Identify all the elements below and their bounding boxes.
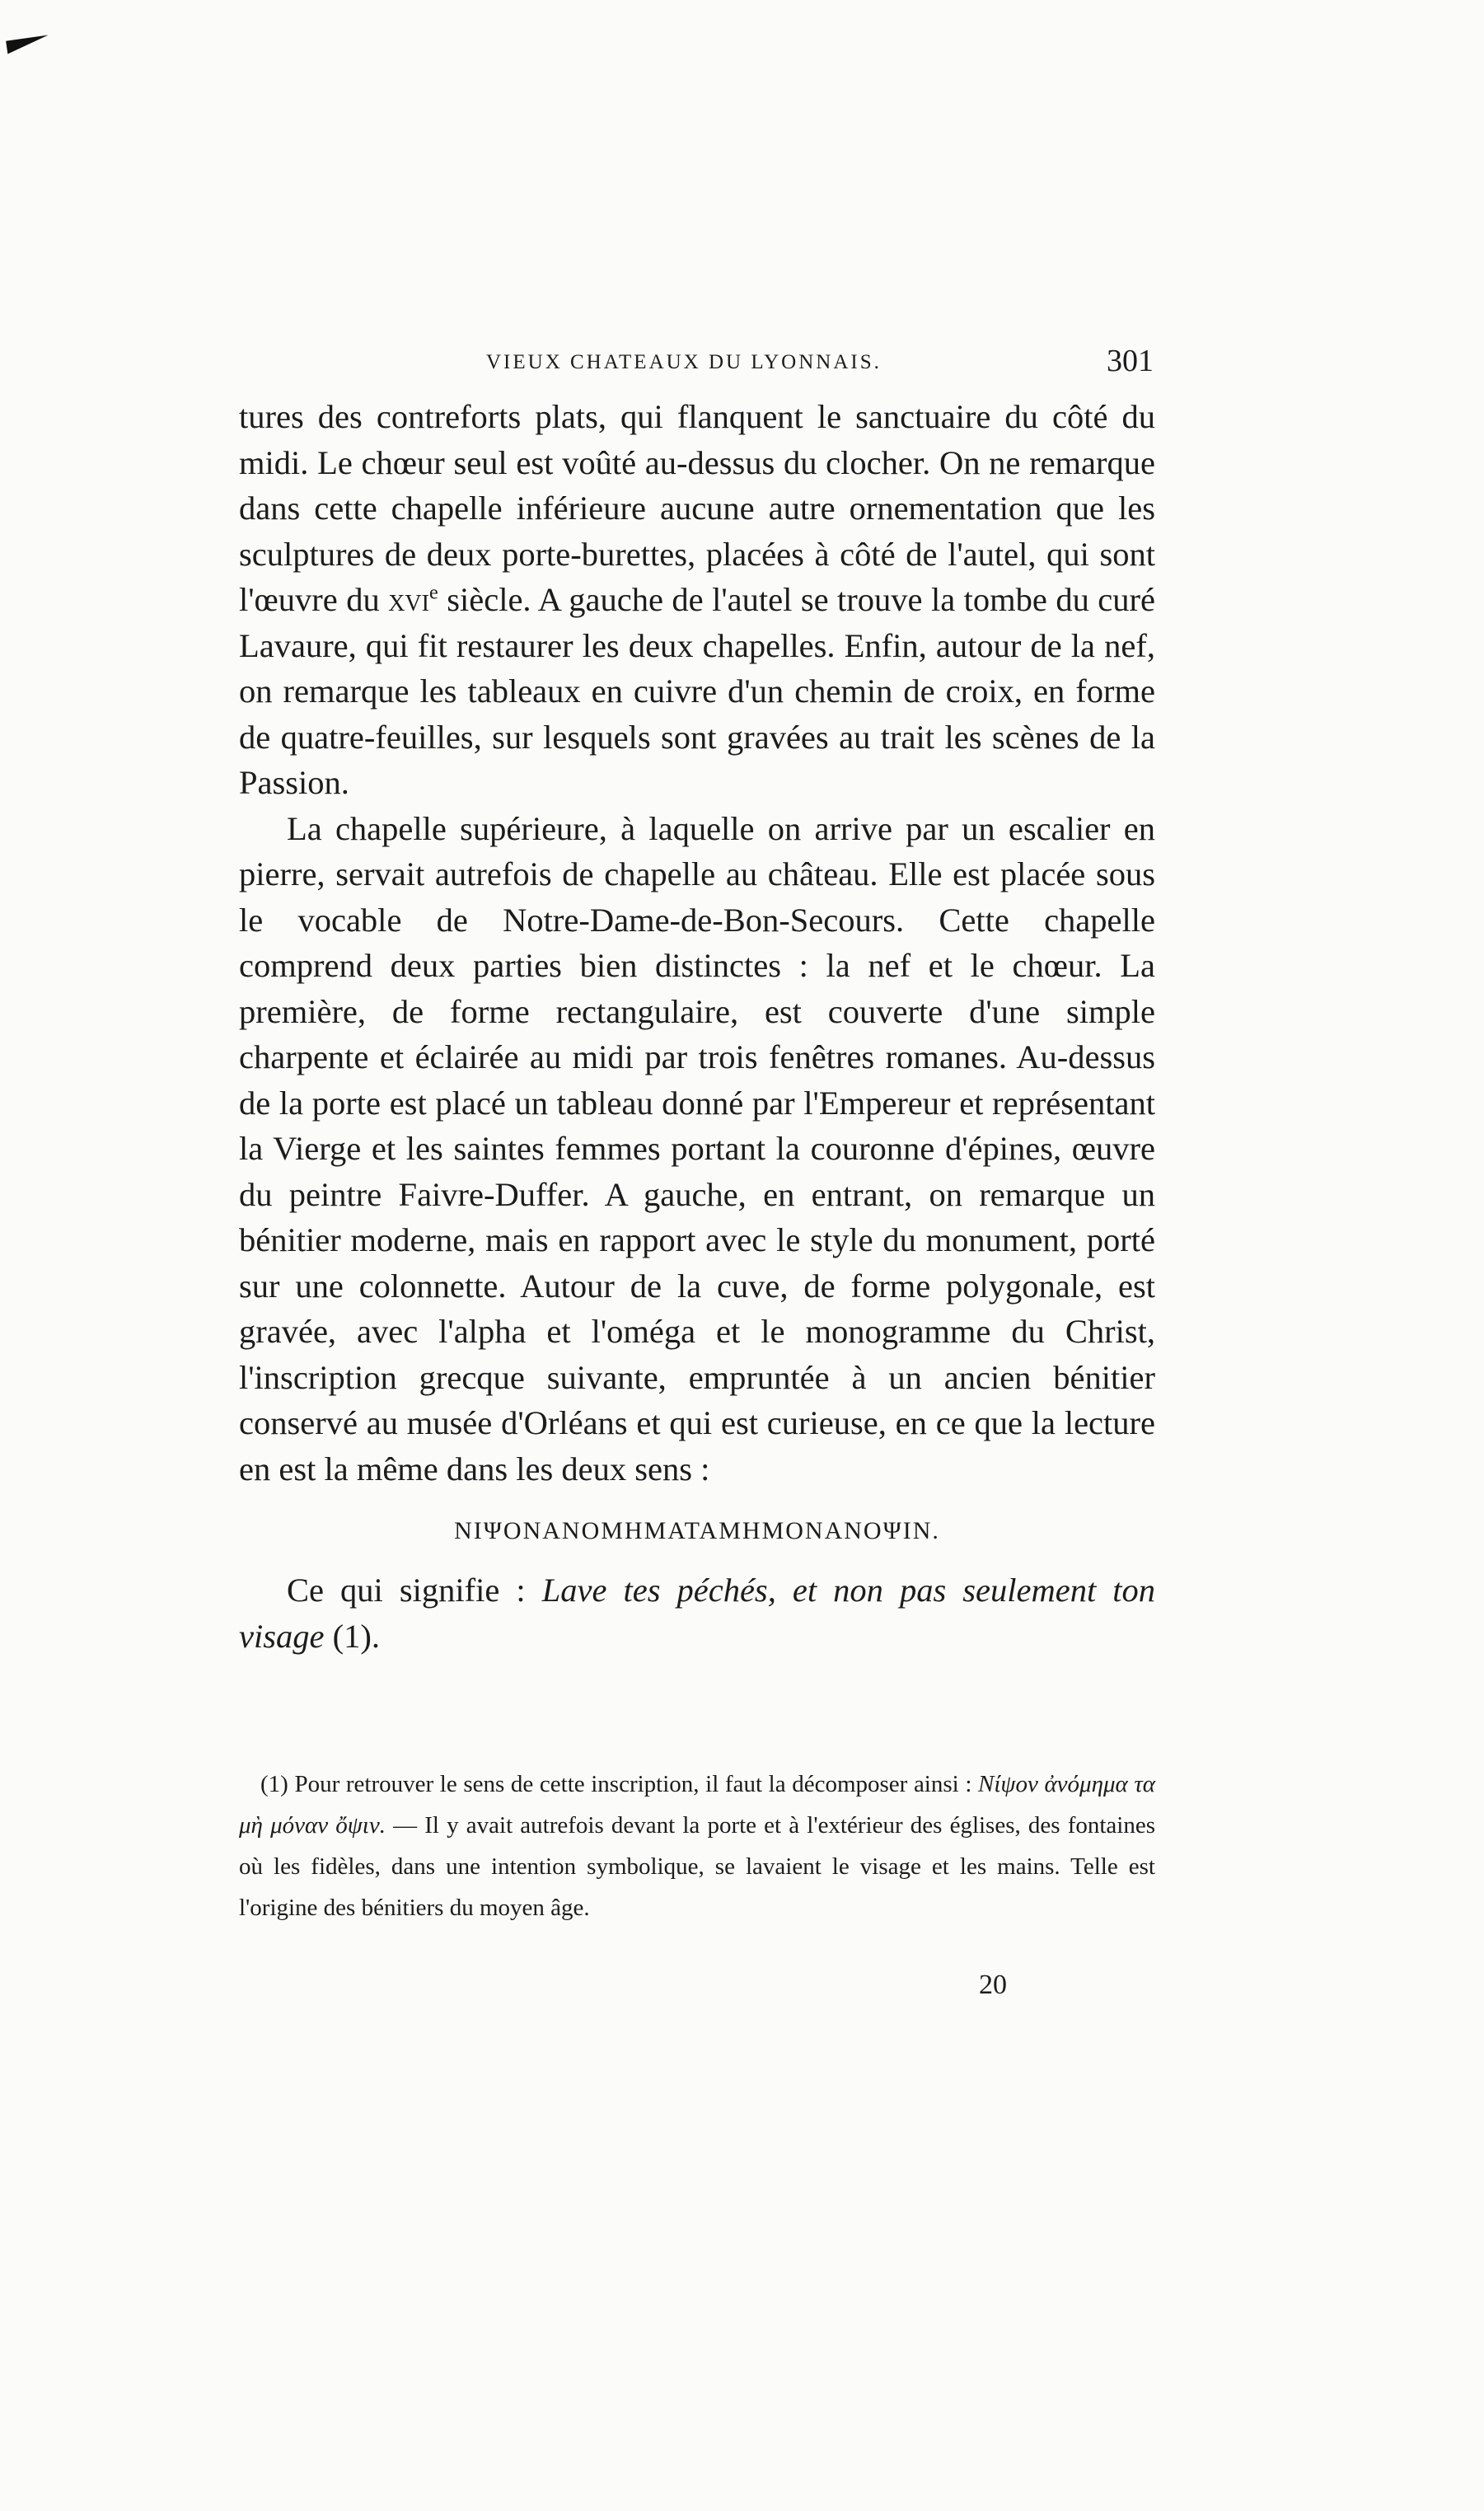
paragraph-3-lead: Ce qui signifie : <box>287 1572 542 1609</box>
paragraph-1-start: tures des contreforts plats, qui flanquent le sanctuaire du côté du midi. Le chœur seul est voûté au-dessus du clocher. On ne remarque dans cette chapelle inférieure aucune autre ornementation que les sculptures de deux porte-burettes, placées à côté de l'autel, qui sont l'œuvre du <box>239 398 1155 618</box>
footnote <box>239 1764 1155 1928</box>
greek-inscription: ΝΙΨΟΝΑΝΟΜΗΜΑΤΑΜΗΜΟΝΑΝΟΨΙΝ. <box>454 1517 940 1544</box>
corner-mark-icon <box>6 35 50 54</box>
footnote-start: (1) Pour retrouver le sens de cette inscription, il faut la décomposer ainsi : <box>260 1771 979 1797</box>
footnote-text <box>239 1764 1155 1928</box>
footnote-greek: Νίψον ἀνόμημα τα μὴ μόναν ὄψιν. <box>239 1771 1155 1839</box>
century-numeral: xvi <box>388 581 429 618</box>
running-title: VIEUX CHATEAUX DU LYONNAIS. <box>486 351 882 373</box>
paragraph-1-end: siècle. A gauche de l'autel se trouve la tombe du curé Lavaure, qui fit restaurer les deux chapelles. Enfin, autour de la nef, on remarque les tableaux en cuivre d'un chemin de croix, en forme de quatre-feuilles, sur lesquels sont gravées au trait les scènes de la Passion. <box>239 581 1155 801</box>
page-number: 301 <box>1107 344 1154 378</box>
translation: Lave tes péchés, et non pas seulement ton visage <box>239 1572 1155 1655</box>
paragraph-3 <box>239 1567 1155 1659</box>
paragraph-1 <box>239 394 1155 806</box>
running-head <box>239 330 1154 387</box>
signature-mark: 20 <box>979 1970 1007 2000</box>
main-text <box>239 394 1155 1659</box>
footnote-reference: (1). <box>324 1617 380 1655</box>
footnote-end: — Il y avait autrefois devant la porte et à l'extérieur des églises, des fontaines où les fidèles, dans une intention symbolique, se lavaient le visage et les mains. Telle est l'origine des bénitiers du moyen âge. <box>239 1812 1156 1921</box>
paragraph-2: La chapelle supérieure, à laquelle on arrive par un escalier en pierre, servait autrefois de chapelle au château. Elle est placée sous le vocable de Notre-Dame-de-Bon-Secours. Cette chapelle comprend deux parties bien distinctes : la nef et le chœur. La première, de forme rectangulaire, est couverte d'une simple charpente et éclairée au midi par trois fenêtres romanes. Au-dessus de la porte est placé un tableau donné par l'Empereur et représentant la Vierge et les saintes femmes portant la couronne d'épines, œuvre du peintre Faivre-Duffer. A gauche, en entrant, on remarque un bénitier moderne, mais en rapport avec le style du monument, porté sur une colonnette. Autour de la cuve, de forme polygonale, est gravée, avec l'alpha et l'oméga et le monogramme du Christ, l'inscription grecque suivante, empruntée à un ancien bénitier conservé au musée d'Orléans et qui est curieuse, en ce que la lecture en est la même dans les deux sens : <box>239 809 1155 1487</box>
century-superscript: e <box>428 581 438 604</box>
